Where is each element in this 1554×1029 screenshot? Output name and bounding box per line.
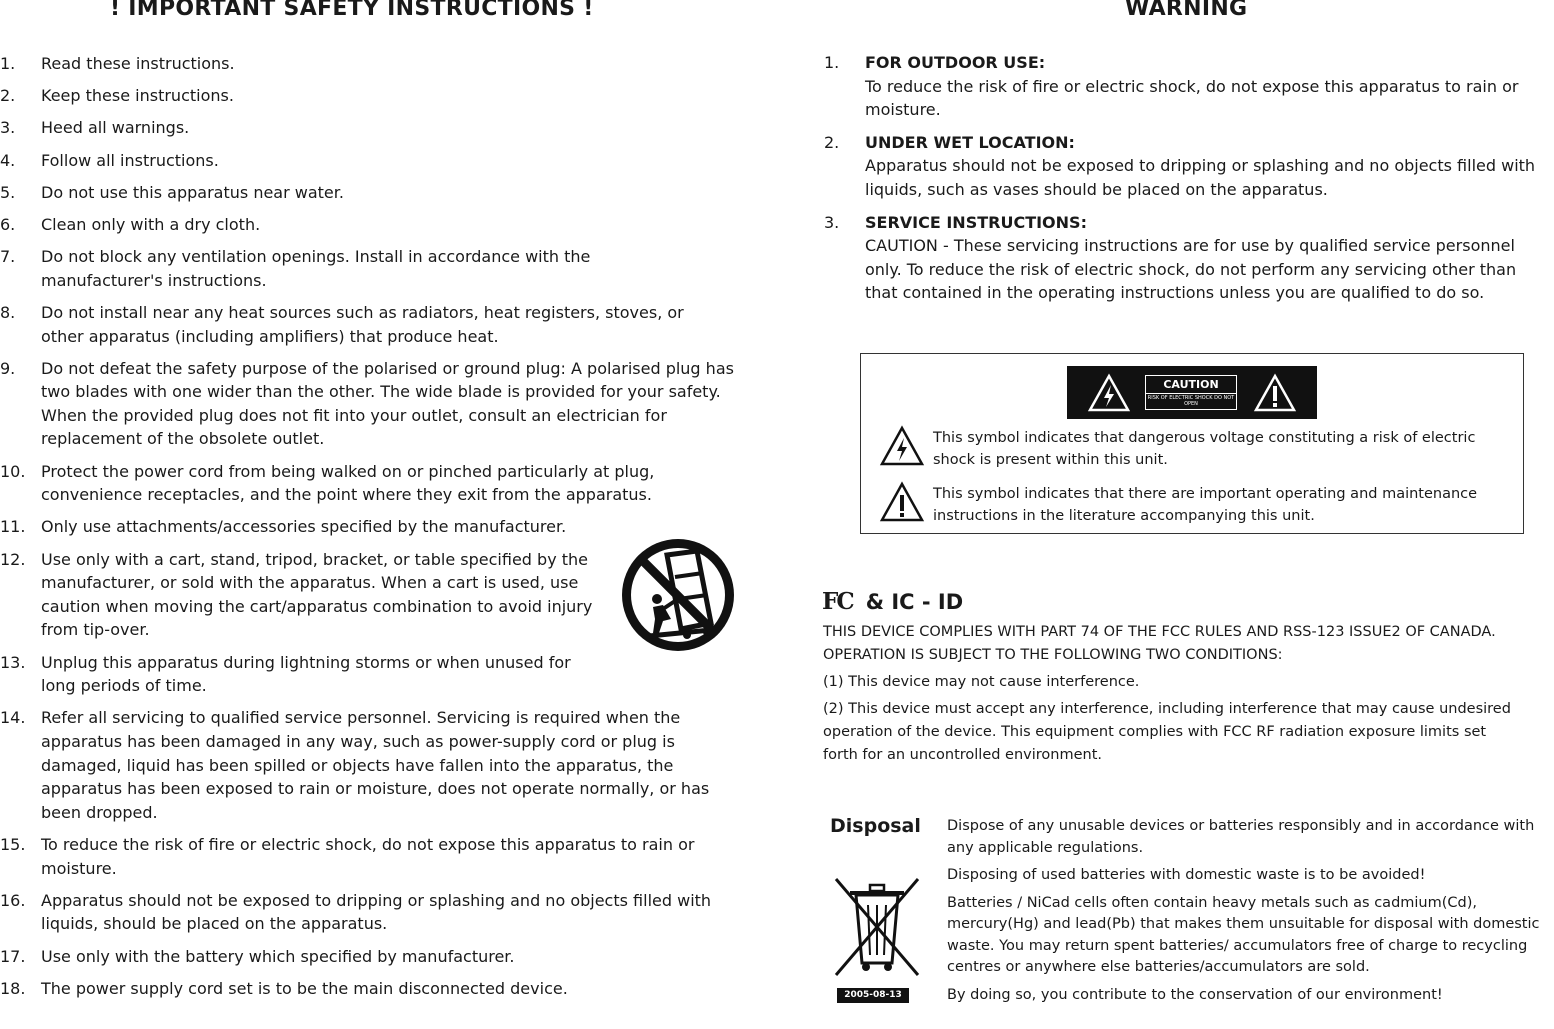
item-number: 18. xyxy=(0,978,26,998)
fcc-title: & IC - ID xyxy=(865,590,964,614)
disposal-paragraph-3: Batteries / NiCad cells often contain heavy metals such as cadmium(Cd), mercury(Hg) and lead(Pb) that makes them unsuitable for disposal with domestic waste. You may return spent batteries/ accumulators free of charge to recycling centres or anywhere else batteries/accumulators are sold. xyxy=(947,894,1540,975)
fcc-section xyxy=(823,621,1538,767)
item-number: 15. xyxy=(0,834,26,854)
fcc-paragraph-2: (1) This device may not cause interference. xyxy=(823,674,1140,690)
list-item xyxy=(0,460,740,507)
item-text: CAUTION - These servicing instructions are for use by qualified service personnel only. To reduce the risk of electric shock, do not perform any servicing other than that contained in the operating instructions unless you are qualified to do so. xyxy=(865,236,1517,303)
item-text: The power supply cord set is to be the main disconnected device. xyxy=(41,978,568,998)
item-number: 16. xyxy=(0,890,26,910)
item-number: 12. xyxy=(0,549,26,569)
item-number: 7. xyxy=(0,247,16,267)
item-number: 1. xyxy=(824,53,840,72)
fcc-logo: FC xyxy=(822,588,853,615)
item-text: Apparatus should not be exposed to dripping or splashing and no objects filled with liquids, such as vases should be placed on the apparatus. xyxy=(865,156,1536,199)
list-item xyxy=(0,149,740,173)
item-heading: SERVICE INSTRUCTIONS: xyxy=(865,212,1087,232)
lightning-warning-icon xyxy=(1087,373,1131,413)
fcc-paragraph-3: (2) This device must accept any interference, including interference that may cause undesired operation of the device. This equipment complies with FCC RF radiation exposure limits set forth for an uncontrolled environment. xyxy=(823,701,1511,763)
list-item xyxy=(0,651,740,698)
symbol2-description: This symbol indicates that there are important operating and maintenance instructions in the literature accompanying this unit. xyxy=(933,486,1478,524)
item-number: 4. xyxy=(0,150,16,170)
list-item xyxy=(0,301,691,348)
item-text: Heed all warnings. xyxy=(41,118,190,138)
disposal-paragraph-2: Disposing of used batteries with domestic waste is to be avoided! xyxy=(947,867,1426,883)
crossed-bin-icon xyxy=(832,875,922,985)
item-text: Refer all servicing to qualified service personnel. Servicing is required when the apparatus has been damaged in any way, such as power-supply cord or plug is damaged, liquid has been spilled or objects have fallen into the apparatus, the apparatus has been exposed to rain or moisture, does not operate normally, or has been dropped. xyxy=(41,708,710,822)
item-text: Read these instructions. xyxy=(41,54,235,73)
list-item xyxy=(0,706,740,824)
item-heading: FOR OUTDOOR USE: xyxy=(865,53,1046,72)
exclamation-symbol-icon xyxy=(879,481,925,523)
item-number: 9. xyxy=(0,358,16,378)
disposal-title: Disposal xyxy=(830,815,921,837)
item-number: 8. xyxy=(0,302,16,322)
item-number: 10. xyxy=(0,461,26,481)
item-text: Unplug this apparatus during lightning storms or when unused for long periods of time. xyxy=(41,652,571,696)
cart-tip-over-icon xyxy=(619,537,737,653)
item-text: Do not defeat the safety purpose of the polarised or ground plug: A polarised plug has two blades with one wider than the other. The wide blade is provided for your safety. When the provided plug does not fit into your outlet, consult an electrician for replacement of the obsolete outlet. xyxy=(41,358,734,449)
list-item xyxy=(0,833,731,880)
item-number: 17. xyxy=(0,946,26,966)
caution-label-subtitle: RISK OF ELECTRIC SHOCK DO NOT OPEN xyxy=(1147,395,1235,407)
item-number: 2. xyxy=(824,132,840,152)
list-item xyxy=(824,131,1554,202)
list-item xyxy=(0,213,740,237)
disposal-paragraph-4: By doing so, you contribute to the conservation of our environment! xyxy=(947,986,1443,1003)
item-number: 6. xyxy=(0,214,16,234)
item-text: Do not use this apparatus near water. xyxy=(41,182,344,202)
symbol1-description: This symbol indicates that dangerous voltage constituting a risk of electric shock is present within this unit. xyxy=(933,430,1476,468)
caution-box xyxy=(860,353,1524,534)
caution-label-title: CAUTION xyxy=(1163,378,1219,391)
fcc-heading xyxy=(822,588,963,615)
item-text: Do not block any ventilation openings. Install in accordance with the manufacturer's instructions. xyxy=(41,247,591,290)
list-item xyxy=(824,211,1549,305)
exclamation-warning-icon xyxy=(1253,373,1297,413)
fcc-paragraph-1: THIS DEVICE COMPLIES WITH PART 74 OF THE FCC RULES AND RSS-123 ISSUE2 OF CANADA. OPERATION IS SUBJECT TO THE FOLLOWING TWO CONDITIONS: xyxy=(823,624,1496,663)
item-number: 13. xyxy=(0,652,26,672)
disposal-section xyxy=(947,816,1554,1006)
item-text: Clean only with a dry cloth. xyxy=(41,214,261,234)
safety-list xyxy=(0,52,740,1009)
item-text: Follow all instructions. xyxy=(41,150,219,170)
item-number: 14. xyxy=(0,708,26,728)
list-item xyxy=(0,181,740,205)
list-item xyxy=(0,977,740,1001)
safety-title: ! IMPORTANT SAFETY INSTRUCTIONS ! xyxy=(110,0,594,21)
list-item xyxy=(0,116,740,140)
caution-banner xyxy=(1067,366,1317,419)
item-text: Only use attachments/accessories specified by the manufacturer. xyxy=(41,517,567,537)
list-item xyxy=(0,52,740,76)
item-number: 11. xyxy=(0,517,26,537)
item-number: 3. xyxy=(824,212,840,232)
item-heading: UNDER WET LOCATION: xyxy=(865,132,1075,152)
item-text: Use only with a cart, stand, tripod, bracket, or table specified by the manufacturer, or sold with the apparatus. When a cart is used, use caution when moving the cart/apparatus combination to avoid injury from tip-over. xyxy=(41,549,593,640)
list-item xyxy=(0,515,740,539)
item-text: To reduce the risk of fire or electric shock, do not expose this apparatus to rain or moisture. xyxy=(41,834,695,878)
list-item xyxy=(0,84,740,108)
caution-label xyxy=(1145,375,1237,410)
list-item xyxy=(0,357,741,451)
item-text: Keep these instructions. xyxy=(41,86,234,106)
warning-title: WARNING xyxy=(1125,0,1248,21)
list-item xyxy=(0,245,681,292)
warning-list xyxy=(824,51,1549,314)
lightning-symbol-icon xyxy=(879,425,925,467)
item-text: Protect the power cord from being walked on or pinched particularly at plug, convenience receptacles, and the point where they exit from the apparatus. xyxy=(41,461,655,505)
list-item xyxy=(824,51,1549,122)
item-number: 3. xyxy=(0,118,16,138)
list-item xyxy=(0,945,740,969)
list-item xyxy=(0,889,721,936)
item-number: 5. xyxy=(0,182,16,202)
bin-date-badge: 2005-08-13 xyxy=(837,988,909,1003)
disposal-paragraph-1: Dispose of any unusable devices or batteries responsibly and in accordance with any applicable regulations. xyxy=(947,818,1535,856)
item-text: To reduce the risk of fire or electric shock, do not expose this apparatus to rain or moisture. xyxy=(865,76,1519,120)
item-text: Use only with the battery which specified by manufacturer. xyxy=(41,946,515,966)
item-text: Apparatus should not be exposed to dripping or splashing and no objects filled with liquids, should be placed on the apparatus. xyxy=(41,890,712,934)
item-number: 2. xyxy=(0,86,16,106)
item-number: 1. xyxy=(0,54,16,73)
item-text: Do not install near any heat sources such as radiators, heat registers, stoves, or other apparatus (including amplifiers) that produce heat. xyxy=(41,302,684,346)
